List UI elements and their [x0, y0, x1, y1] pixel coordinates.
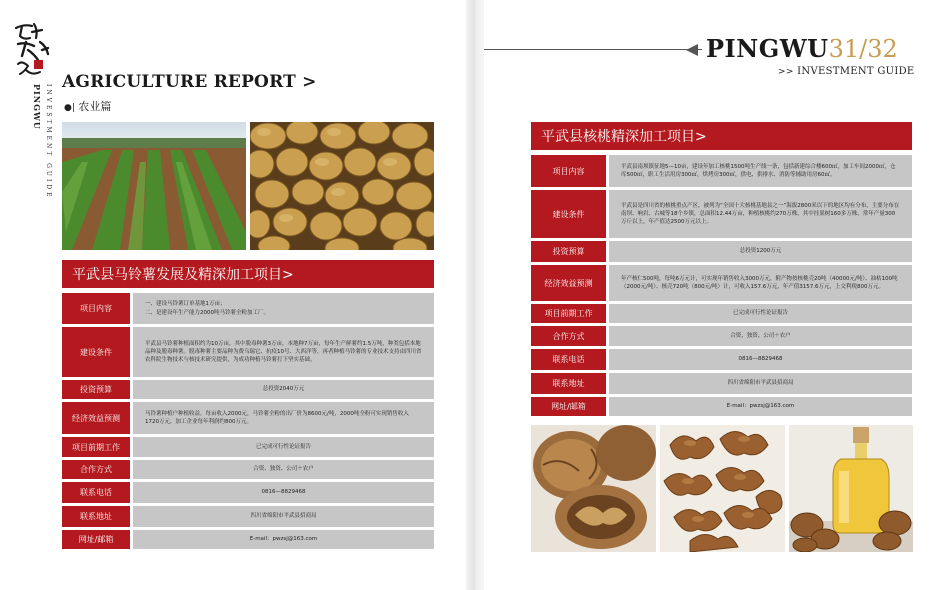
section-title: AGRICULTURE REPORT > [62, 72, 317, 92]
table-row [531, 190, 912, 238]
header-arrow-icon [686, 44, 698, 56]
row-label: 网址/邮箱 [531, 397, 606, 416]
table-row [531, 373, 912, 394]
calligraphy-logo-icon [12, 20, 52, 82]
table-row [62, 437, 434, 457]
row-value: 已完成可行性论证报告 [609, 304, 912, 323]
row-label: 项目前期工作 [62, 437, 130, 457]
row-value: 平武县是四川省的核桃重点产区，被列为“全国十大核桃基地县之一”海拔2800米以下的地区均有分布，主要分布在南坝、响岩、古城等18个乡镇，总面积12.44万亩，种植核桃约270万株，其中挂果树160多万株，常年产量300万斤以上，年产值达2500万元以上。 [609, 190, 912, 238]
row-label: 项目内容 [62, 293, 130, 324]
section-subtitle-text: 农业篇 [78, 100, 112, 113]
table-row [531, 265, 912, 301]
table-row [62, 460, 434, 479]
row-value: 已完成可行性论证报告 [133, 437, 434, 457]
section-bullet: ●| [64, 103, 75, 113]
left-masthead [12, 20, 52, 230]
row-label: 项目前期工作 [531, 304, 606, 323]
row-value: 马铃薯种植户种植收益，每亩收入2000元，马铃薯全粉的出厂价为8600元/吨，2000吨全粉可实现销售收入1720万元，加工企业每年利润约800万元。 [133, 402, 434, 434]
row-label: 投资预算 [62, 380, 130, 399]
table-row [62, 402, 434, 434]
table-row [531, 397, 912, 416]
row-label: 建设条件 [531, 190, 606, 238]
row-label: 建设条件 [62, 327, 130, 377]
walnut-project-table [531, 155, 912, 419]
row-value: 年产核仁500吨，每吨6万元计，可实现年销售收入3000万元，附产物按核桃壳20吨（40000元/吨）、油枯100吨（2000元/吨）、核壳720吨（800元/吨）计，可收入157.6万元，年产值3157.6万元，上交利税800万元。 [609, 265, 912, 301]
table-row [62, 380, 434, 399]
row-label: 经济效益预测 [62, 402, 130, 434]
row-value: E-mail：pwzsj@163.com [609, 397, 912, 416]
section-subtitle [64, 98, 111, 114]
table-row [531, 304, 912, 323]
table-row [62, 530, 434, 549]
row-label: 联系地址 [62, 506, 130, 527]
row-value: 0816—8829468 [133, 482, 434, 503]
walnut-shells-photo [531, 425, 656, 552]
header-subtitle-text: INVESTMENT GUIDE [797, 66, 915, 77]
walnut-oil-bottle-photo [789, 425, 913, 552]
row-label: 项目内容 [531, 155, 606, 187]
row-value: 四川省绵阳市平武县招商局 [133, 506, 434, 527]
potato-project-title: 平武县马铃薯发展及精深加工项目> [62, 260, 434, 288]
row-value: 平武县南坝镇征地5—10亩，建设年加工核桃1500吨生产线一条，包括新建综合楼600㎡，加工车间2000㎡，仓库500㎡，职工生活用房300㎡，烘烤房300㎡，供电、供排水、消防等辅助用房60㎡。 [609, 155, 912, 187]
row-value: 总投资1200万元 [609, 241, 912, 262]
row-value: 一、建设马铃薯订单基地1万亩； 二、是建设年生产能力2000吨马铃薯全粉加工厂。 [133, 293, 434, 324]
header-rule [484, 49, 702, 50]
row-label: 合作方式 [62, 460, 130, 479]
table-row [531, 155, 912, 187]
header-subtitle [778, 66, 915, 77]
page-numbers: 31/32 [828, 35, 898, 63]
table-row [531, 326, 912, 346]
row-value: E-mail：pwzsj@163.com [133, 530, 434, 549]
row-value: 合资、独资、公司＋农户 [133, 460, 434, 479]
row-label: 投资预算 [531, 241, 606, 262]
row-value: 0816—8829468 [609, 349, 912, 370]
page-fold [466, 0, 484, 590]
row-value: 总投资2040万元 [133, 380, 434, 399]
header-brand [706, 34, 898, 63]
masthead-brand: PINGWU [32, 84, 42, 130]
row-label: 合作方式 [531, 326, 606, 346]
table-row [62, 293, 434, 324]
potato-field-photo [62, 122, 246, 250]
header-brand-name: PINGWU [706, 34, 829, 63]
row-value: 平武县马铃薯种植面积约为10万亩，其中脱毒种薯3万亩，本地种7万亩，每年生产鲜薯约1.5万吨，种类包括本地品种及脱毒种薯。脱毒种薯主要品种为费乌瑞它、抗疫10号、大西洋等，再者种植马铃薯的专业技术支持由四川省农科院生物技术与核技术研究提供，为成功种植马铃薯打下坚实基础。 [133, 327, 434, 377]
walnut-kernels-photo [660, 425, 785, 552]
row-label: 经济效益预测 [531, 265, 606, 301]
table-row [531, 241, 912, 262]
walnut-project-title: 平武县核桃精深加工项目> [531, 122, 912, 150]
row-label: 联系电话 [531, 349, 606, 370]
masthead-subtitle: INVESTMENT GUIDE [45, 84, 52, 200]
row-value: 合资、独资、公司＋农户 [609, 326, 912, 346]
row-value: 四川省绵阳市平武县招商局 [609, 373, 912, 394]
table-row [62, 482, 434, 503]
table-row [62, 327, 434, 377]
table-row [62, 506, 434, 527]
table-row [531, 349, 912, 370]
double-chevron-icon: >> [778, 67, 794, 77]
row-label: 网址/邮箱 [62, 530, 130, 549]
potato-project-table [62, 293, 434, 552]
potatoes-photo [250, 122, 434, 250]
row-label: 联系地址 [531, 373, 606, 394]
row-label: 联系电话 [62, 482, 130, 503]
